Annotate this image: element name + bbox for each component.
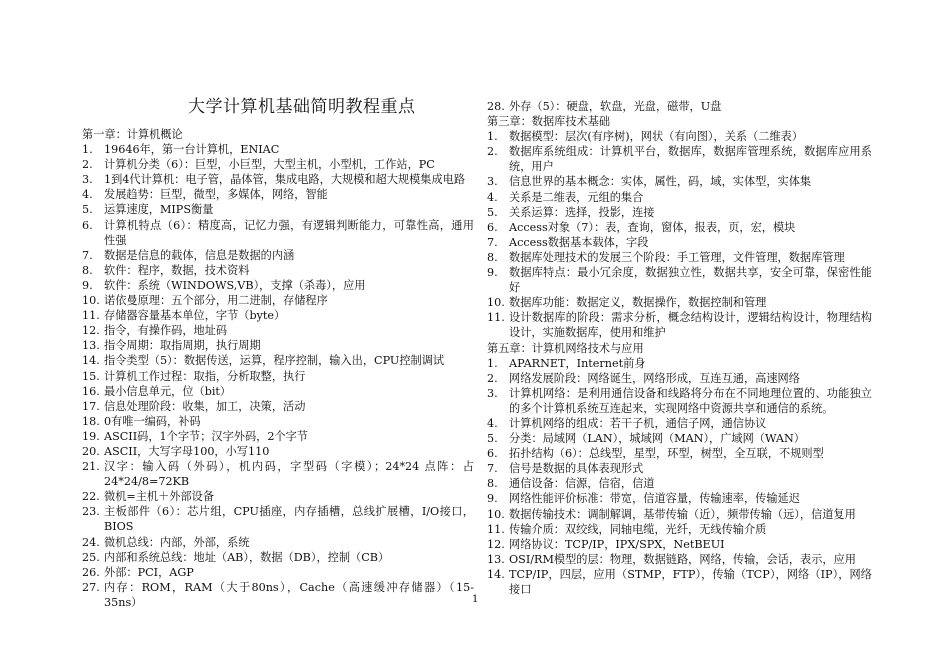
item-number: 8. xyxy=(82,263,93,277)
item-text: 计算机网络：是利用通信设备和线路将分布在不同地理位置的、功能独立的多个计算机系统互连起来，实现网络中资源共享和通信的系统。 xyxy=(509,386,872,415)
page-number: 1 xyxy=(472,594,479,605)
item-number: 11. xyxy=(82,309,100,323)
item-number: 6. xyxy=(487,220,498,234)
list-item xyxy=(487,356,872,371)
item-number: 19. xyxy=(82,429,100,443)
item-number: 23. xyxy=(82,505,100,519)
list-item xyxy=(487,250,872,265)
item-number: 8. xyxy=(487,250,498,264)
item-text: 汉字：输入码（外码），机内码，字型码（字模）；24*24 点阵：占24*24/8=72KB xyxy=(104,460,474,489)
item-number: 22. xyxy=(82,490,100,504)
item-text: 外部：PCI，AGP xyxy=(104,565,194,579)
item-number: 1. xyxy=(82,143,93,157)
item-text: 信号是数据的具体表现形式 xyxy=(509,462,644,476)
item-text: APARNET，Internet前身 xyxy=(509,356,646,370)
item-number: 7. xyxy=(487,462,498,476)
item-number: 10. xyxy=(82,294,100,308)
list-item xyxy=(82,550,474,565)
item-text: 软件：程序，数据，技术资料 xyxy=(104,263,250,277)
item-text: 19646年，第一台计算机，ENIAC xyxy=(104,143,280,157)
item-number: 3. xyxy=(82,173,93,187)
list-item xyxy=(82,172,474,187)
list-item xyxy=(487,144,872,174)
item-text: 运算速度，MIPS衡量 xyxy=(104,203,214,217)
item-number: 26. xyxy=(82,565,100,579)
item-text: 数据是信息的载体，信息是数据的内涵 xyxy=(104,248,295,262)
item-text: 发展趋势：巨型，微型，多媒体，网络，智能 xyxy=(104,188,328,202)
item-text: OSI/RM模型的层：物理，数据链路，网络，传输，会话，表示，应用 xyxy=(509,552,856,566)
list-item xyxy=(82,535,474,550)
item-number: 24. xyxy=(82,535,100,549)
item-text: 数据库系统组成：计算机平台，数据库，数据库管理系统，数据库应用系统，用户 xyxy=(509,145,872,174)
item-text: 指令类型（5）：数据传送，运算，程序控制，输入出，CPU控制调试 xyxy=(104,354,445,368)
chapter1-heading: 第一章：计算机概论 xyxy=(82,128,183,141)
item-text: 通信设备：信源，信宿，信道 xyxy=(509,477,655,491)
item-text: ASCII码，1个字节；汉字外码，2个字节 xyxy=(104,429,309,443)
list-item xyxy=(82,459,474,489)
list-item xyxy=(82,489,474,504)
item-number: 2. xyxy=(82,158,93,172)
list-item xyxy=(82,504,474,534)
list-item xyxy=(82,157,474,172)
list-item xyxy=(487,552,872,567)
list-item xyxy=(487,567,872,597)
item-text: Access数据基本载体，字段 xyxy=(509,235,649,249)
list-item xyxy=(82,187,474,202)
list-item xyxy=(487,371,872,386)
list-item xyxy=(487,461,872,476)
item-text: 数据库功能：数据定义，数据操作，数据控制和管理 xyxy=(509,296,767,310)
item-number: 12. xyxy=(82,324,100,338)
item-number: 25. xyxy=(82,550,100,564)
list-item xyxy=(487,99,872,114)
item-text: 设计数据库的阶段：需求分析，概念结构设计，逻辑结构设计，物理结构设计，实施数据库，使用和维护 xyxy=(509,311,872,340)
left-column xyxy=(82,127,474,610)
item-number: 9. xyxy=(82,278,93,292)
item-number: 4. xyxy=(487,416,498,430)
item-text: 1到4代计算机：电子管，晶体管，集成电路，大规模和超大规模集成电路 xyxy=(104,173,466,187)
item-text: 内部和系统总线：地址（AB），数据（DB），控制（CB） xyxy=(104,550,390,564)
item-number: 4. xyxy=(82,188,93,202)
item-number: 12. xyxy=(487,537,505,551)
item-number: 8. xyxy=(487,477,498,491)
list-item xyxy=(82,414,474,429)
item-number: 20. xyxy=(82,444,100,458)
list-item xyxy=(487,522,872,537)
item-text: 传输介质：双绞线，同轴电缆，光纤，无线传输介质 xyxy=(509,522,767,536)
list-item xyxy=(82,580,474,610)
list-item xyxy=(487,491,872,506)
item-number: 7. xyxy=(487,235,498,249)
list-item xyxy=(82,293,474,308)
list-item xyxy=(487,416,872,431)
item-text: 分类：局域网（LAN），城域网（MAN），广域网（WAN） xyxy=(509,432,805,446)
item-text: TCP/IP，四层，应用（STMP，FTP），传输（TCP），网络（IP），网络接口 xyxy=(509,567,872,596)
list-item xyxy=(487,265,872,295)
item-text: 数据库特点：最小冗余度，数据独立性，数据共享，安全可靠，保密性能好 xyxy=(509,266,872,295)
list-item xyxy=(487,220,872,235)
item-number: 2. xyxy=(487,371,498,385)
list-item xyxy=(82,218,474,248)
item-text: 数据传输技术：调制解调，基带传输（近），频带传输（远），信道复用 xyxy=(509,507,856,521)
chapter1-list xyxy=(82,142,474,610)
item-number: 5. xyxy=(82,203,93,217)
item-text: 0有唯一编码，补码 xyxy=(104,414,201,428)
item-number: 15. xyxy=(82,369,100,383)
chapter5-heading: 第五章：计算机网络技术与应用 xyxy=(487,341,644,355)
list-item xyxy=(487,129,872,144)
chapter3-list xyxy=(487,129,872,340)
item-text: 数据模型：层次(有序树)，网状（有向图），关系（二维表） xyxy=(509,130,804,144)
item-number: 11. xyxy=(487,311,505,325)
list-item xyxy=(82,202,474,217)
item-text: 计算机特点（6）：精度高，记忆力强，有逻辑判断能力，可靠性高，通用性强 xyxy=(104,218,474,247)
page-title: 大学计算机基础简明教程重点 xyxy=(188,97,416,117)
item-number: 6. xyxy=(82,218,93,232)
item-number: 9. xyxy=(487,492,498,506)
list-item xyxy=(487,507,872,522)
list-item xyxy=(487,431,872,446)
list-item xyxy=(487,235,872,250)
list-item xyxy=(82,444,474,459)
item-text: 诺依曼原理：五个部分，用二进制，存储程序 xyxy=(104,294,328,308)
item-number: 13. xyxy=(487,552,505,566)
item-number: 6. xyxy=(487,447,498,461)
item-number: 14. xyxy=(82,354,100,368)
list-item xyxy=(82,369,474,384)
item-text: 计算机分类（6）：巨型，小巨型，大型主机，小型机，工作站，PC xyxy=(104,158,435,172)
item-text: 指令，有操作码，地址码 xyxy=(104,324,228,338)
item-number: 7. xyxy=(82,248,93,262)
list-item xyxy=(82,263,474,278)
list-item xyxy=(82,308,474,323)
item-number: 14. xyxy=(487,567,505,581)
item-text: 信息处理阶段：收集，加工，决策，活动 xyxy=(104,399,306,413)
item-number: 2. xyxy=(487,145,498,159)
item-text: ASCII，大写字母100，小写110 xyxy=(104,444,270,458)
item-text: 网络性能评价标准：带宽，信道容量，传输速率，传输延迟 xyxy=(509,492,800,506)
list-item xyxy=(82,384,474,399)
list-item xyxy=(82,338,474,353)
item-number: 1. xyxy=(487,356,498,370)
item-number: 1. xyxy=(487,130,498,144)
list-item xyxy=(487,446,872,461)
item-number: 27. xyxy=(82,580,100,594)
item-text: 指令周期：取指周期，执行周期 xyxy=(104,339,261,353)
item-number: 10. xyxy=(487,296,505,310)
list-item xyxy=(487,295,872,310)
list-item xyxy=(82,323,474,338)
item-text: 外存（5）：硬盘，软盘，光盘，磁带，U盘 xyxy=(509,100,722,113)
item-number: 3. xyxy=(487,175,498,189)
list-item xyxy=(82,429,474,444)
item-number: 16. xyxy=(82,384,100,398)
list-item xyxy=(487,476,872,491)
chapter5-list xyxy=(487,356,872,598)
list-item xyxy=(82,353,474,368)
item-number: 3. xyxy=(487,386,498,400)
item-text: Access对象（7）：表，查询，窗体，报表，页，宏，模块 xyxy=(509,220,796,234)
list-item xyxy=(487,190,872,205)
item-text: 关系是二维表，元组的集合 xyxy=(509,190,644,204)
item-number: 28. xyxy=(487,100,505,113)
list-item xyxy=(82,248,474,263)
item-text: 关系运算：选择，投影，连接 xyxy=(509,205,655,219)
item-text: 数据库处理技术的发展三个阶段：手工管理，文件管理，数据库管理 xyxy=(509,250,845,264)
item-text: 微机=主机＋外部设备 xyxy=(104,490,215,504)
item-text: 计算机工作过程：取指，分析取整，执行 xyxy=(104,369,306,383)
item-number: 5. xyxy=(487,205,498,219)
item-text: 网络发展阶段：网络诞生，网络形成，互连互通，高速网络 xyxy=(509,371,800,385)
list-item xyxy=(487,537,872,552)
item-text: 内存：ROM，RAM（大于80ns），Cache（高速缓冲存储器）（15-35ns） xyxy=(104,580,474,609)
list-item xyxy=(82,565,474,580)
item-number: 21. xyxy=(82,460,100,474)
item-number: 9. xyxy=(487,266,498,280)
item-text: 存储器容量基本单位，字节（byte） xyxy=(104,309,286,323)
item-text: 信息世界的基本概念：实体，属性，码，域，实体型，实体集 xyxy=(509,175,812,189)
item-number: 10. xyxy=(487,507,505,521)
item-number: 13. xyxy=(82,339,100,353)
item-text: 计算机网络的组成：若干子机，通信子网，通信协议 xyxy=(509,416,767,430)
item-number: 18. xyxy=(82,414,100,428)
list-item xyxy=(487,174,872,189)
item-text: 网络协议：TCP/IP，IPX/SPX，NetBEUI xyxy=(509,537,725,551)
item-text: 最小信息单元，位（bit） xyxy=(104,384,232,398)
item-text: 主板部件（6）：芯片组，CPU插座，内存插槽，总线扩展槽，I/O接口，BIOS xyxy=(104,505,474,534)
item-number: 11. xyxy=(487,522,505,536)
chapter3-heading: 第三章：数据库技术基础 xyxy=(487,115,611,129)
item-text: 拓扑结构（6）：总线型，星型，环型，树型，全互联，不规则型 xyxy=(509,447,824,461)
item-number: 17. xyxy=(82,399,100,413)
right-column xyxy=(487,99,872,597)
list-item xyxy=(487,310,872,340)
list-item xyxy=(82,399,474,414)
item-number: 4. xyxy=(487,190,498,204)
item-number: 5. xyxy=(487,432,498,446)
item-text: 软件：系统（WINDOWS,VB），支撑（杀毒），应用 xyxy=(104,278,366,292)
item-text: 微机总线：内部，外部，系统 xyxy=(104,535,250,549)
list-item xyxy=(487,386,872,416)
list-item xyxy=(82,142,474,157)
list-item xyxy=(487,205,872,220)
list-item xyxy=(82,278,474,293)
